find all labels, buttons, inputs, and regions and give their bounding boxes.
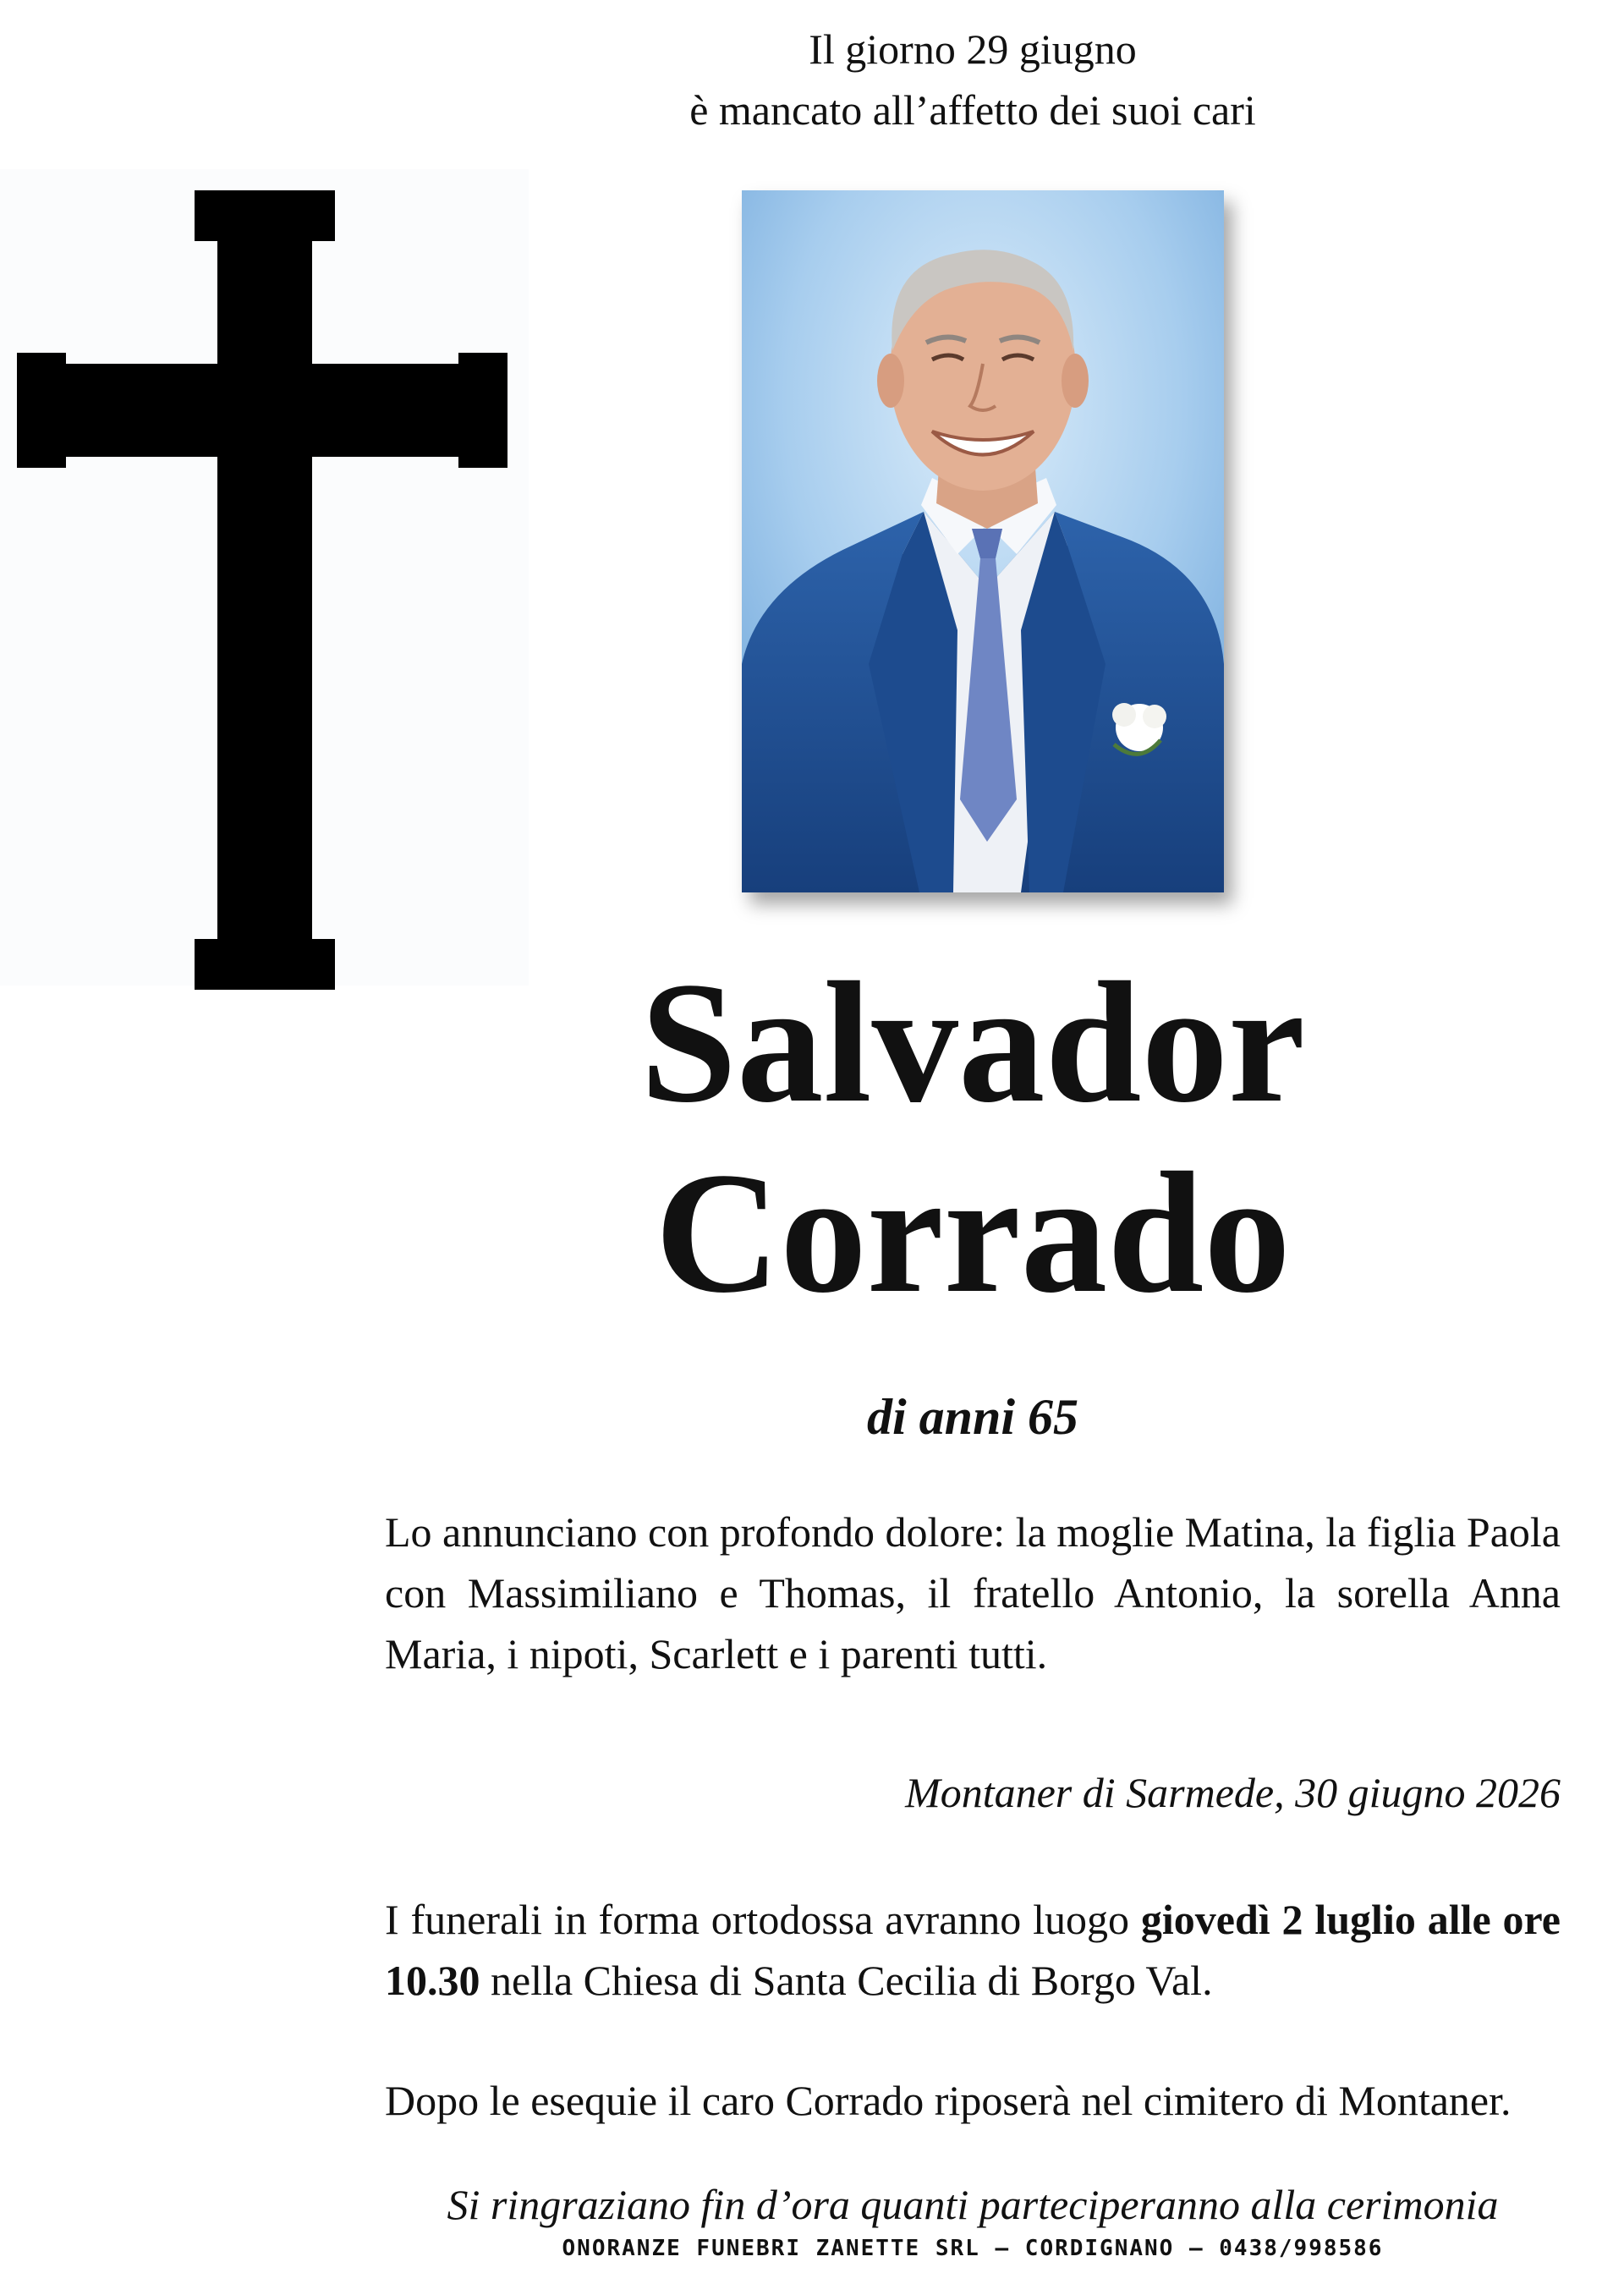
first-name: Salvador	[640, 947, 1305, 1139]
funeral-text-after: nella Chiesa di Santa Cecilia di Borgo Val.	[480, 1957, 1213, 2004]
funeral-paragraph	[385, 1889, 1561, 2011]
portrait-photo	[742, 190, 1224, 892]
last-name: Corrado	[655, 1137, 1291, 1329]
intro-line-1: Il giorno 29 giugno	[809, 25, 1137, 73]
funeral-datetime: giovedì 2 luglio alle ore 10.30	[385, 1896, 1561, 2004]
burial-paragraph: Dopo le esequie il caro Corrado riposerà nel cimitero di Montaner.	[385, 2077, 1512, 2124]
announcement-paragraph: Lo annunciano con profondo dolore: la moglie Matina, la figlia Paola con Massimiliano e Thomas, il fratello Antonio, la sorella Anna Maria, i nipoti, Scarlett e i parenti tutti.	[385, 1508, 1561, 1677]
deceased-name	[524, 947, 1421, 1328]
intro-text	[524, 19, 1421, 140]
age-text: di anni 65	[866, 1389, 1079, 1445]
cross-icon	[17, 190, 508, 990]
place-date: Montaner di Sarmede, 30 giugno 2026	[905, 1769, 1561, 1816]
thanks-text: Si ringraziano fin d’ora quanti parteciperanno alla cerimonia	[447, 2181, 1499, 2228]
funeral-home-footer: ONORANZE FUNEBRI ZANETTE SRL – CORDIGNANO – 0438/998586	[562, 2236, 1384, 2261]
portrait-illustration	[742, 190, 1224, 892]
intro-line-2: è mancato all’affetto dei suoi cari	[689, 86, 1256, 134]
funeral-text-before: I funerali in forma ortodossa avranno luogo	[385, 1896, 1141, 1943]
